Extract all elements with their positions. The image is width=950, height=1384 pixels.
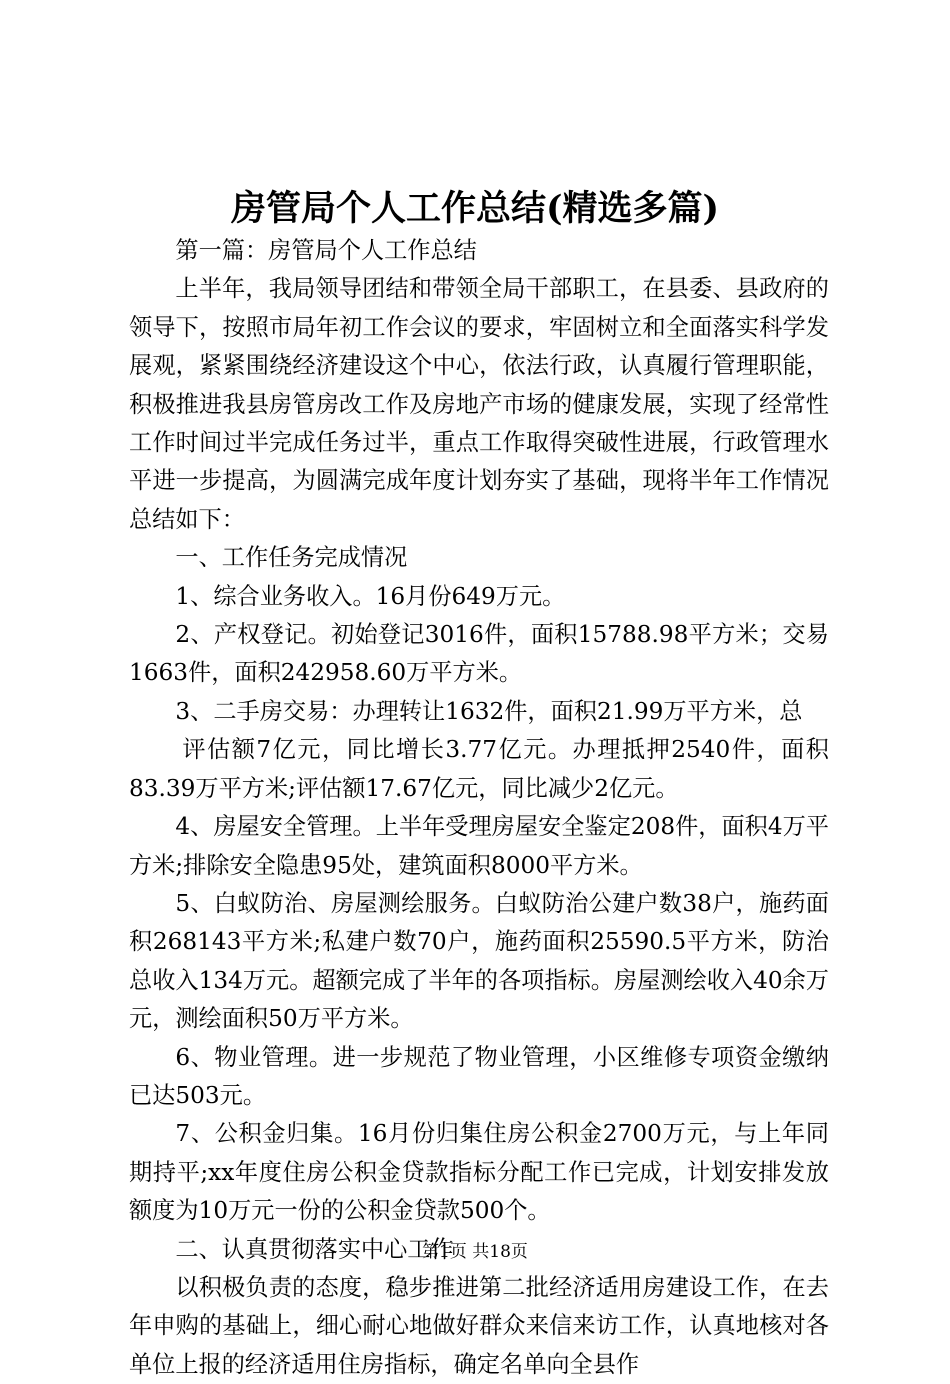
item-second-hand-housing: 3、二手房交易：办理转让1632件，面积21.99万平方米，总 xyxy=(175,697,803,725)
document-title: 房管局个人工作总结(精选多篇) xyxy=(230,188,720,229)
section-heading-task-completion: 一、工作任务完成情况 xyxy=(175,544,408,572)
item-property-management: 6、物业管理。进一步规范了物业管理，小区维修专项资金缴纳已达503元。 xyxy=(129,1043,829,1109)
central-work-paragraph: 以积极负责的态度，稳步推进第二批经济适用房建设工作，在去年申购的基础上，细心耐心地做好群众来信来访工作，认真地核对各单位上报的经济适用住房指标，确定名单向全县作 xyxy=(129,1273,829,1378)
document-body xyxy=(129,232,829,1384)
intro-paragraph: 上半年，我局领导团结和带领全局干部职工，在县委、县政府的领导下，按照市局年初工作会议的要求，牢固树立和全面落实科学发展观，紧紧围绕经济建设这个中心，依法行政，认真履行管理职能，积极推进我县房管房改工作及房地产市场的健康发展，实现了经常性工作时间过半完成任务过半，重点工作取得突破性进展，行政管理水平进一步提高，为圆满完成年度计划夯实了基础，现将半年工作情况总结如下： xyxy=(129,275,829,533)
item-provident-fund: 7、公积金归集。16月份归集住房公积金2700万元，与上年同期持平;xx年度住房公积金贷款指标分配工作已完成，计划安排发放额度为10万元一份的公积金贷款500个。 xyxy=(129,1120,829,1225)
item-termite-control-surveying: 5、白蚁防治、房屋测绘服务。白蚁防治公建户数38户，施药面积268143平方米;私建户数70户，施药面积25590.5平方米，防治总收入134万元。超额完成了半年的各项指标。房屋测绘收入40余万元，测绘面积50万平方米。 xyxy=(129,889,829,1033)
item-business-income: 1、综合业务收入。16月份649万元。 xyxy=(175,582,566,610)
item-property-registration: 2、产权登记。初始登记3016件，面积15788.98平方米；交易1663件，面积242958.60万平方米。 xyxy=(129,621,829,687)
section-heading-central-work: 二、认真贯彻落实中心工作 xyxy=(175,1235,454,1263)
item-housing-safety: 4、房屋安全管理。上半年受理房屋安全鉴定208件，面积4万平方米;排除安全隐患95处，建筑面积8000平方米。 xyxy=(129,813,829,879)
page-number: 第1页 共18页 xyxy=(422,1242,528,1262)
item-second-hand-housing-continued: 评估额7亿元，同比增长3.77亿元。办理抵押2540件，面积83.39万平方米;评估额17.67亿元，同比减少2亿元。 xyxy=(129,736,829,802)
section-heading-part-one: 第一篇：房管局个人工作总结 xyxy=(175,237,477,264)
